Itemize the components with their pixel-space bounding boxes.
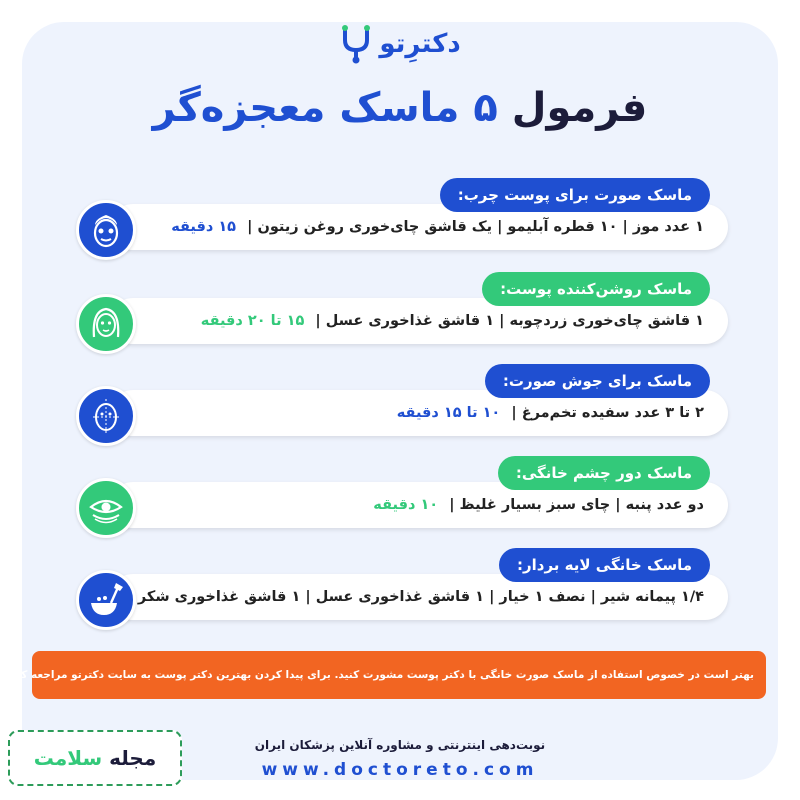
stethoscope-icon [339, 24, 373, 64]
eye-icon [76, 478, 136, 538]
mask-item-oily-skin [0, 178, 800, 268]
page-title [0, 85, 800, 131]
title-suffix: ماسک معجزه‌گر [152, 85, 460, 131]
bowl-brush-icon [76, 570, 136, 630]
mask-title: ماسک برای جوش صورت: [485, 364, 710, 398]
logo-text: دکترِتو [379, 29, 461, 59]
mask-item-brightening [0, 272, 800, 362]
mask-title: ماسک خانگی لایه بردار: [499, 548, 710, 582]
magazine-word1: مجله [109, 746, 157, 770]
mask-time: ۱۵ تا ۲۰ دقیقه [200, 313, 305, 329]
footer-tagline: نوبت‌دهی اینترنتی و مشاوره آنلاین پزشکان ایران [254, 738, 546, 752]
mask-ingredients: ۱ قاشق چای‌خوری زردچوبه | ۱ قاشق غذاخوری عسل | [315, 313, 704, 329]
face-mask-towel-icon [76, 200, 136, 260]
mask-ingredients: ۱ عدد موز | ۱۰ قطره آبلیمو | یک قاشق چای‌خوری روغن زیتون | [247, 219, 704, 235]
title-number: ۵ [473, 85, 498, 131]
mask-title: ماسک دور چشم خانگی: [498, 456, 710, 490]
mask-ingredients: دو عدد پنبه | چای سبز بسیار غلیظ | [449, 497, 704, 513]
mask-item-acne [0, 364, 800, 454]
woman-face-icon [76, 294, 136, 354]
logo [320, 20, 480, 68]
face-outline-icon [76, 386, 136, 446]
mask-time: ۱۰ تا ۱۵ دقیقه [396, 405, 501, 421]
mask-ingredients: ۱/۴ پیمانه شیر | نصف ۱ خیار | ۱ قاشق غذاخوری عسل | ۱ قاشق غذاخوری شکر [137, 589, 704, 605]
mask-time: ۱۵ دقیقه [171, 219, 237, 235]
mask-title: ماسک صورت برای پوست چرب: [440, 178, 710, 212]
warning-banner: بهتر است در خصوص استفاده از ماسک صورت خانگی با دکتر پوست مشورت کنید. برای پیدا کردن بهترین دکتر پوست به سایت دکترتو مراجعه کنید. [32, 651, 766, 699]
mask-ingredients: ۲ تا ۳ عدد سفیده تخم‌مرغ | [511, 405, 704, 421]
footer-url[interactable]: www.doctoreto.com [261, 760, 539, 780]
mask-item-eye [0, 456, 800, 546]
mask-title: ماسک روشن‌کننده پوست: [482, 272, 710, 306]
mask-item-exfoliating [0, 548, 800, 638]
mask-time: ۱۰ دقیقه [373, 497, 439, 513]
title-prefix: فرمول [511, 85, 648, 131]
magazine-word2: سلامت [33, 746, 103, 770]
magazine-badge [8, 730, 182, 786]
